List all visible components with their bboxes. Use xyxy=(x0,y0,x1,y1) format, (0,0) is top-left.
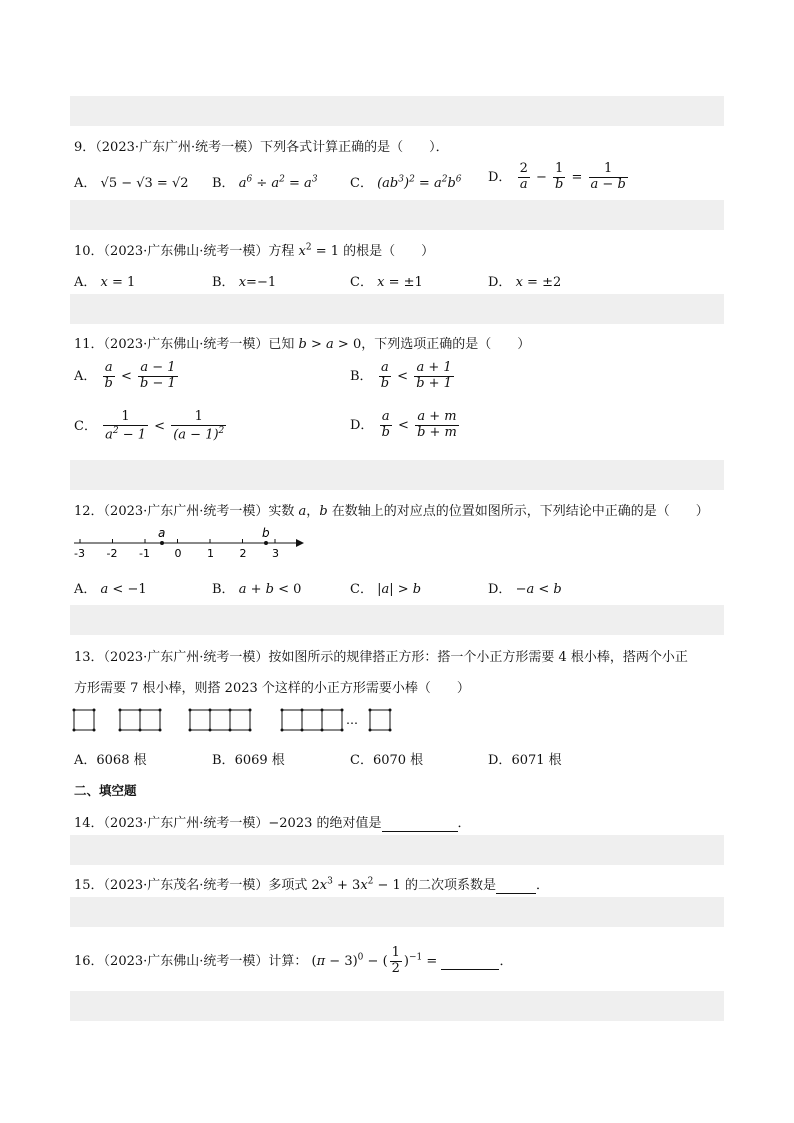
number-line xyxy=(68,523,308,563)
answer-band xyxy=(70,200,724,230)
question-9-option-b[interactable]: B． $a^6 \div a^2 = a^3$ xyxy=(212,174,318,191)
question-13-option-a[interactable]: A．6068 根 xyxy=(74,753,147,768)
number-line-tick-label: -2 xyxy=(106,547,118,560)
answer-blank[interactable] xyxy=(496,878,536,894)
answer-band xyxy=(70,991,724,1021)
number-line-tick-label: 3 xyxy=(272,547,279,560)
question-13-option-b[interactable]: B．6069 根 xyxy=(212,753,285,768)
number-line-tick-label: -1 xyxy=(139,547,150,560)
question-12-stem: 12．（2023·广东广州·统考一模）实数 a，b 在数轴上的对应点的位置如图所示，下列结论中正确的是（ ） xyxy=(74,504,709,519)
answer-blank[interactable] xyxy=(382,816,458,832)
question-15: 15．（2023·广东茂名·统考一模）多项式 $2x^3 + 3x^2 - 1$ 的二次项系数是 ． xyxy=(74,876,549,893)
answer-band xyxy=(70,835,724,865)
question-11-option-d[interactable]: D． $\frac{a}{b}$ < $\frac{a + m}{b + m}$ xyxy=(350,409,457,440)
question-11-option-c[interactable]: C． $\frac{1}{a^2 - 1}$ < $\frac{1}{(a - 1)^2}$ xyxy=(74,409,225,443)
number-line-tick-label: 1 xyxy=(207,547,214,560)
question-10-option-a[interactable]: A． x = 1 xyxy=(74,275,136,290)
number-line-tick-label: 2 xyxy=(239,547,247,560)
question-12-option-d[interactable]: D． −a < b xyxy=(488,582,562,597)
question-9-stem: 9．（2023·广东广州·统考一模）下列各式计算正确的是（ ）． xyxy=(74,140,449,155)
question-13-option-c[interactable]: C．6070 根 xyxy=(350,753,424,768)
question-13-stem-line2: 方形需要 7 根小棒，则搭 2023 个这样的小正方形需要小棒（ ） xyxy=(74,681,470,696)
answer-band xyxy=(70,605,724,635)
question-9-option-a[interactable]: A． √5 − √3 = √2 xyxy=(74,176,189,191)
answer-band xyxy=(70,460,724,490)
question-10-option-b[interactable]: B． x=−1 xyxy=(212,275,277,290)
square-pattern-figure xyxy=(70,706,400,736)
question-12-option-c[interactable]: C． |a| > b xyxy=(350,582,422,597)
question-10-option-c[interactable]: C． x = ±1 xyxy=(350,275,423,290)
question-11-option-a[interactable]: A． $\frac{a}{b}$ < $\frac{a - 1}{b - 1}$ xyxy=(74,360,176,391)
question-10-stem: 10．（2023·广东佛山·统考一模）方程 $x^2 = 1$ 的根是（ ） xyxy=(74,242,435,259)
answer-blank[interactable] xyxy=(441,954,499,970)
answer-band xyxy=(70,897,724,927)
section-title: 二、填空题 xyxy=(74,783,137,798)
ellipsis-label: … xyxy=(346,713,358,727)
question-11-option-b[interactable]: B． $\frac{a}{b}$ < $\frac{a + 1}{b + 1}$ xyxy=(350,360,452,391)
question-12-option-b[interactable]: B． a + b < 0 xyxy=(212,582,302,597)
question-9-option-c[interactable]: C． $(ab^3)^2 = a^2b^6$ xyxy=(350,174,462,191)
answer-band xyxy=(70,96,724,126)
number-line-tick-label: 0 xyxy=(174,547,182,560)
point-a-label: a xyxy=(158,526,166,540)
question-9-option-d[interactable]: D． $\frac{2}{a}$ − $\frac{1}{b}$ = $\frac{1}{a - b}$ xyxy=(488,161,626,192)
question-11-stem: 11．（2023·广东佛山·统考一模）已知 b > a > 0，下列选项正确的是（ ） xyxy=(74,337,531,352)
number-line-tick-label: -3 xyxy=(74,547,85,560)
question-16: 16．（2023·广东佛山·统考一模）计算： $(\pi - 3)^0$ − ( $\frac{1}{2}$ )$^{-1}$ = ． xyxy=(74,945,513,976)
question-12-option-a[interactable]: A． a < −1 xyxy=(74,582,147,597)
answer-band xyxy=(70,294,724,324)
question-10-option-d[interactable]: D． x = ±2 xyxy=(488,275,562,290)
question-13-stem-line1: 13．（2023·广东广州·统考一模）按如图所示的规律搭正方形：搭一个小正方形需要 4 根小棒，搭两个小正 xyxy=(74,650,688,665)
question-13-option-d[interactable]: D．6071 根 xyxy=(488,753,562,768)
question-14: 14．（2023·广东广州·统考一模）−2023 的绝对值是 ． xyxy=(74,816,471,831)
point-b-label: b xyxy=(262,526,270,540)
